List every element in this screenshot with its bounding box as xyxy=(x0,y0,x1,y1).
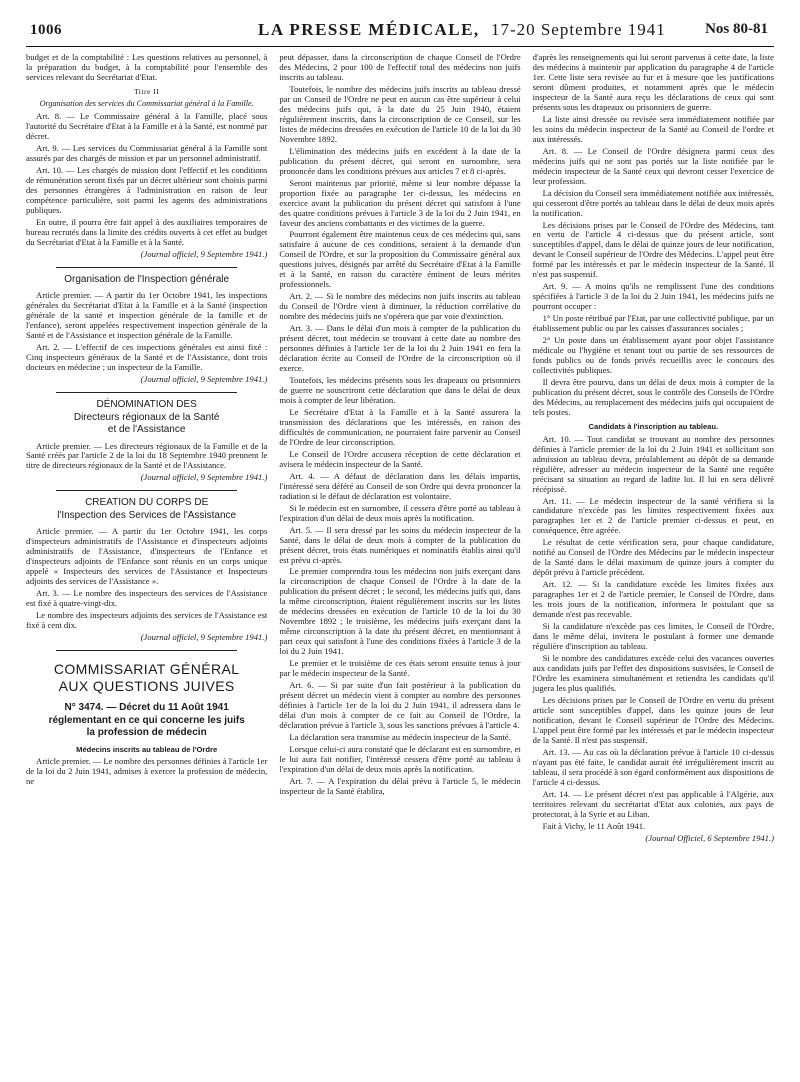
paragraph: Les décisions prises par le Conseil de l'Ordre en vertu du présent article sont susceptibles d'appel, dans les quinze jours de leur notification, devant le Conseil supérieur de l'Ordre des Médecins. L'appel peut être formé par les intéressés et par le médecin inspecteur de la Santé. Il n'est pas suspensif. xyxy=(532,694,774,745)
divider xyxy=(56,490,237,491)
paragraph: Si le nombre des candidatures excède celui des vacances ouvertes aux candidats juifs par l'effet des dispositions susvisées, le Conseil de l'Ordre les examinera simultanément et retiendra les candidats qu'il jugera les plus qualifiés. xyxy=(532,653,774,693)
heading-line: la profession de médecin xyxy=(86,727,207,739)
paragraph: budget et de la comptabilité : Les questions relatives au personnel, à la préparation du budget, à la comptabilité pour l'ensemble des services relevant du Secrétariat d'Etat. xyxy=(26,52,268,82)
paragraph: Le résultat de cette vérification sera, pour chaque candidature, notifié au Conseil de l'Ordre des Médecins par le médecin inspecteur de la Santé dans le délai maximum de quinze jours à compter du dépôt prévu à l'article précédent. xyxy=(532,537,774,578)
paragraph: La liste ainsi dressée ou revisée sera immédiatement notifiée par les soins du médecin inspecteur de la Santé au Conseil de l'ordre et aux intéressés. xyxy=(532,113,774,144)
paragraph: Art. 8. — Le Conseil de l'Ordre désignera parmi ceux des médecins juifs qui ne sont pas portés sur la liste notifiée par le médecin inspecteur de la Santé ceux qui devront cesser l'exercice de leur profession. xyxy=(532,145,774,186)
paragraph: Art. 4. — A défaut de déclaration dans les délais impartis, l'intéressé sera déféré au Conseil de son Ordre qui devra prononcer la radiation si le défaut de déclaration est volontaire. xyxy=(279,470,521,501)
heading-line: DÉNOMINATION DES xyxy=(96,399,197,410)
section-heading xyxy=(26,274,267,287)
section-heading xyxy=(26,497,267,522)
column-middle xyxy=(279,53,520,847)
paragraph: Le nombre des inspecteurs adjoints des services de l'Assistance est fixé à cent dix. xyxy=(26,610,268,631)
paragraph: Art. 5. — Il sera dressé par les soins du médecin inspecteur de la Santé, dans le délai de deux mois à compter de la publication du présent décret, trois états numériques et nominatifs établis ainsi qu'il est prévu ci-après. xyxy=(279,524,521,565)
paragraph: Il devra être pourvu, dans un délai de deux mois à compter de la publication du présent décret, sous le contrôle des Conseils de l'Ordre des Médecins, au remplacement des médecins juifs qui occupaient de tels postes. xyxy=(532,377,774,417)
heading-line: l'Inspection des Services de l'Assistance xyxy=(57,509,237,521)
paragraph: Seront maintenus par priorité, même si leur nombre dépasse la proportion fixée au paragraphe 1er ci-dessus, les médecins en exercice avant la publication du présent décret qui satisfont à l'une des quatre conditions prévues à l'article 3 de la loi du 2 Juin 1941, en faveur des anciens combattants et des victimes de la guerre. xyxy=(279,177,521,228)
source-citation: (Journal officiel, 9 Septembre 1941.) xyxy=(140,248,268,259)
paragraph: peut dépasser, dans la circonscription de chaque Conseil de l'Ordre des Médecins, 2 pour 100 de l'effectif total des médecins non juifs inscrits au tableau. xyxy=(279,52,521,82)
section-label: Titre II xyxy=(133,86,160,96)
paragraph: La déclaration sera transmise au médecin inspecteur de la Santé. xyxy=(289,731,511,742)
divider xyxy=(56,267,237,268)
article-columns xyxy=(26,53,774,847)
paragraph: Article premier. — Le nombre des personnes définies à l'article 1er de la loi du 2 Juin 1941, admises à exercer la profession de médecin, ne xyxy=(26,756,268,787)
masthead xyxy=(26,16,774,47)
paragraph: Les décisions prises par le Conseil de l'Ordre des Médecins, tant en vertu de l'article 4 ci-dessus que du présent article, sont susceptibles d'appel, dans le délai de quinze jours de leur notification, devant le Conseil supérieur de l'Ordre des Médecins. L'appel peut être formé par les intéressés et par le médecin inspecteur de la Santé. Il n'est pas suspensif. xyxy=(532,219,774,280)
rubric-heading: Candidats à l'inscription au tableau. xyxy=(588,421,719,431)
decree-title xyxy=(26,702,267,740)
section-subtitle: Organisation des services du Commissariat général à la Famille. xyxy=(39,98,254,108)
paragraph: La décision du Conseil sera immédiatement notifiée aux intéressés, qui cesseront d'être portés au tableau dans le délai de deux mois après la notification. xyxy=(532,187,774,218)
column-right xyxy=(533,53,774,847)
section-heading xyxy=(26,399,267,437)
paragraph: Toutefois, le nombre des médecins juifs inscrits au tableau dressé par un Conseil de l'Ordre ne peut en aucun cas être supérieur à celui des médecins juifs qui, à la date du 25 Juin 1940, étaient régulièrement inscrits, dans la circonscription de ce Conseil, sur les listes de médecins dressées en exécution de l'article 10 de la loi du 30 Novembre 1892. xyxy=(279,83,521,144)
paragraph: Article premier. — A partir du 1er Octobre 1941, les corps d'inspecteurs administratifs de l'Assistance et d'inspecteurs adjoints administratifs de l'Assistance, d'inspecteurs de l'Enfance et d'inspecteurs adjoints de l'Enfance sont réunis en un corps unique appelé « Inspecteurs des services de l'Assistance et Inspecteurs adjoints des services de l'Assistance ». xyxy=(26,526,268,587)
paragraph: d'après les renseignements qui lui seront parvenus à cette date, la liste des médecins à maintenir par application du paragraphe 4 de l'article 1er. Cette liste sera revisée au fur et à mesure que les justifications seront dûment produites, et notamment après que le médecin inspecteur de la Santé aura reçu les déclarations de ceux qui sont présents sous les drapeaux ou prisonniers de guerre. xyxy=(532,52,774,112)
heading-line: COMMISSARIAT GÉNÉRAL xyxy=(53,661,240,678)
paragraph: En outre, il pourra être fait appel à des auxiliaires temporaires de bureau recrutés dans la limite des crédits ouverts à cet effet au budget du Secrétariat d'Etat à la Famille et à la Santé. xyxy=(26,216,268,247)
paragraph: L'élimination des médecins juifs en excédent à la date de la publication du présent décret, qui seront en surnombre, sera prononcée dans les conditions prévues aux articles 7 et 8 ci-après. xyxy=(279,145,521,176)
paragraph: Article premier. — A partir du 1er Octobre 1941, les inspections générales du Secrétariat d'Etat à la Famille et à la Santé (inspection générale de la santé et inspection générale de la famille et de l'enfance), seront appelées respectivement inspection générale de la Santé et de l'Assistance et inspection générale de la Famille. xyxy=(26,290,268,341)
publication-date: 17-20 Septembre 1941 xyxy=(490,20,666,39)
paragraph: Toutefois, les médecins présents sous les drapeaux ou prisonniers de guerre ne souscriront cette déclaration que dans le délai de deux mois à compter de leur libération. xyxy=(279,375,521,405)
paragraph: Si le médecin est en surnombre, il cessera d'être porté au tableau à l'expiration d'un délai de deux mois après la notification. xyxy=(279,502,521,523)
paragraph: Si la candidature n'excède pas ces limites, le Conseil de l'Ordre, dans le même délai, invitera le postulant à former une demande régulière d'inscription au tableau. xyxy=(532,621,774,652)
paragraph: 1° Un poste rétribué par l'Etat, par une collectivité publique, par un établissement public ou par les caisses d'assurances sociales ; xyxy=(532,313,774,334)
paragraph: Lorsque celui-ci aura constaté que le déclarant est en surnombre, et le lui aura fait notifier, l'intéressé cessera d'être porté au tableau à l'expiration d'un délai de deux mois après la notification. xyxy=(279,743,521,774)
rubric-heading: Médecins inscrits au tableau de l'Ordre xyxy=(76,744,218,754)
paragraph: 2° Un poste dans un établissement ayant pour objet l'assistance médicale ou l'hygiène et tenant tout ou partie de ses ressources de fonds publics ou de fonds privés recueillis avec le concours des collectivités publiques. xyxy=(532,335,774,376)
paragraph: Art. 6. — Si par suite d'un fait postérieur à la publication du présent décret un médecin vient à compter au nombre des personnes définies à l'article 1er de la loi du 2 Juin 1941, il adressera dans le délai d'un mois à compter de ce fait au Conseil de l'Ordre, la déclaration prévue à l'article 3, sous les sanctions prévues à l'article 4. xyxy=(279,680,521,730)
heading-line: Directeurs régionaux de la Santé xyxy=(73,411,220,423)
paragraph: Art. 9. — A moins qu'ils ne remplissent l'une des conditions spécifiées à l'article 3 de la loi du 2 Juin 1941, les médecins juifs ne pourront occuper : xyxy=(532,281,774,312)
paragraph: Art. 11. — Le médecin inspecteur de la santé vérifiera si la candidature n'excède pas les limites respectivement fixées aux paragraphes 1er et 2 de l'article premier ci-dessus et peut, en conséquence, être agréée. xyxy=(532,495,774,536)
paragraph: Art. 14. — Le présent décret n'est pas applicable à l'Algérie, aux territoires relevant du secrétariat d'Etat aux colonies, aux pays de protectorat, à la Syrie et au Liban. xyxy=(532,788,774,819)
paragraph: Art. 2. — Si le nombre des médecins non juifs inscrits au tableau du Conseil de l'Ordre vient à diminuer, la réduction corrélative du nombre des médecins juifs ne s'opérera que par voie d'extinction. xyxy=(279,291,521,322)
paragraph: Le Conseil de l'Ordre accusera réception de cette déclaration et avisera le médecin inspecteur de la Santé. xyxy=(279,448,521,469)
issue-number: Nos 80-81 xyxy=(705,21,768,37)
heading-line: CREATION DU CORPS DE xyxy=(85,497,209,509)
heading-line: AUX QUESTIONS JUIVES xyxy=(58,677,235,694)
heading-line: N° 3474. — Décret du 11 Août 1941 xyxy=(64,702,229,714)
divider xyxy=(56,650,237,651)
paragraph: Pourront également être maintenus ceux de ces médecins qui, sans satisfaire à aucune de ces conditions, seraient à la demande d'un Conseil de l'Ordre, et sur la proposition du Commissaire général aux questions juives, désignés par arrêté du Secrétaire d'Etat à la Famille et à la Santé, en raison du caractère éminent de leurs mérites professionnels. xyxy=(279,229,521,290)
page-number: 1006 xyxy=(30,22,62,38)
divider xyxy=(56,392,237,393)
source-citation: (Journal officiel, 9 Septembre 1941.) xyxy=(140,632,268,643)
paragraph: Art. 3. — Dans le délai d'un mois à compter de la publication du présent décret, tout médecin se trouvant à cette date au nombre des personnes définies à l'article 1er de la loi du 2 Juin 1941 en fera la déclaration écrite au Conseil de l'Ordre de la circonscription où il exerce. xyxy=(279,323,521,374)
paragraph: Art. 2. — L'effectif de ces inspections générales est ainsi fixé : Cinq inspecteurs généraux de la Santé et de l'Assistance, dont trois docteurs en médecine ; un inspecteur de la Famille. xyxy=(26,342,268,373)
paragraph: Art. 3. — Le nombre des inspecteurs des services de l'Assistance est fixé à quatre-vingt-dix. xyxy=(26,588,268,609)
heading-line: et de l'Assistance xyxy=(107,424,186,435)
paragraph: Fait à Vichy, le 11 Août 1941. xyxy=(542,820,646,831)
paragraph: Article premier. — Les directeurs régionaux de la Famille et de la Santé créés par l'article 2 de la loi du 18 Septembre 1940 prennent le titre de directeurs régionaux de la Santé et de l'Assistance. xyxy=(26,440,268,471)
heading-line: réglementant en ce qui concerne les juifs xyxy=(48,714,245,726)
paragraph: Art. 10. — Tout candidat se trouvant au nombre des personnes définies à l'article premier de la loi du 2 Juin 1941 et sollicitant son admission au tableau devra, préalablement au dépôt de sa demande régulière, adresser au médecin inspecteur de la Santé une requête précisant sa situation au regard de ladite loi. Il lui en sera délivré récépissé. xyxy=(532,433,774,494)
source-citation: (Journal Officiel, 6 Septembre 1941.) xyxy=(645,832,774,843)
paragraph: Le premier et le troisième de ces états seront ensuite tenus à jour par le médecin inspecteur de la Santé. xyxy=(279,658,521,679)
paragraph: Art. 9. — Les services du Commissariat général à la Famille sont assurés par des chargés de mission et par un personnel administratif. xyxy=(26,143,268,164)
source-citation: (Journal officiel, 9 Septembre 1941.) xyxy=(140,374,268,385)
heading-line: Organisation de l'Inspection générale xyxy=(64,273,230,285)
paragraph: Art. 13. — Au cas où la déclaration prévue à l'article 10 ci-dessus n'ayant pas été faite, le candidat aurait été irrégulièrement inscrit au tableau, il sera procédé à son égard conformément aux dispositions de l'article 4 ci-dessus. xyxy=(532,746,774,787)
commissariat-heading xyxy=(26,661,267,694)
paragraph: Art. 10. — Les chargés de mission dont l'effectif et les conditions de rémunération seront fixés par un décret ultérieur sont choisis parmi des personnes étrangères à l'administration en raison de leur compétence particulière, soit parmi les agents des administrations publiques. xyxy=(26,165,268,215)
paragraph: Le premier comprendra tous les médecins non juifs exerçant dans la circonscription de chaque Conseil de l'Ordre à la date de la publication du présent décret ; le second, les médecins juifs qui, dans la même circonscription, étaient régulièrement inscrits sur les listes de médecins dressées en exécution de l'article 10 de la loi du 30 Novembre 1892 ; le troisième, les médecins juifs exerçant dans la même circonscription à la date du présent décret, en mentionnant à part ceux qui satisfont à l'une des conditions fixées à l'article 3 de la loi du 2 Juin 1941. xyxy=(279,566,521,657)
paragraph: Art. 8. — Le Commissaire général à la Famille, placé sous l'autorité du Secrétaire d'Etat à la Famille et à la Santé, est nommé par décret. xyxy=(26,111,268,142)
paragraph: Le Secrétaire d'Etat à la Famille et à la Santé assurera la transmission des déclarations que les intéressés, en raison des difficultés de communication, ne pourraient faire parvenir au Conseil de l'Ordre de leur circonscription. xyxy=(279,406,521,447)
paragraph: Art. 12. — Si la candidature excède les limites fixées aux paragraphes 1er et 2 de l'article premier, le Conseil de l'Ordre, dans les trois jours de la notification, informera le postulant que sa demande n'est pas recevable. xyxy=(532,579,774,620)
journal-name: LA PRESSE MÉDICALE, xyxy=(258,20,480,39)
column-left xyxy=(26,53,267,847)
source-citation: (Journal officiel, 9 Septembre 1941.) xyxy=(140,472,268,483)
journal-header xyxy=(258,20,666,40)
paragraph: Art. 7. — A l'expiration du délai prévu à l'article 5, le médecin inspecteur de la Santé établira, xyxy=(279,775,521,796)
